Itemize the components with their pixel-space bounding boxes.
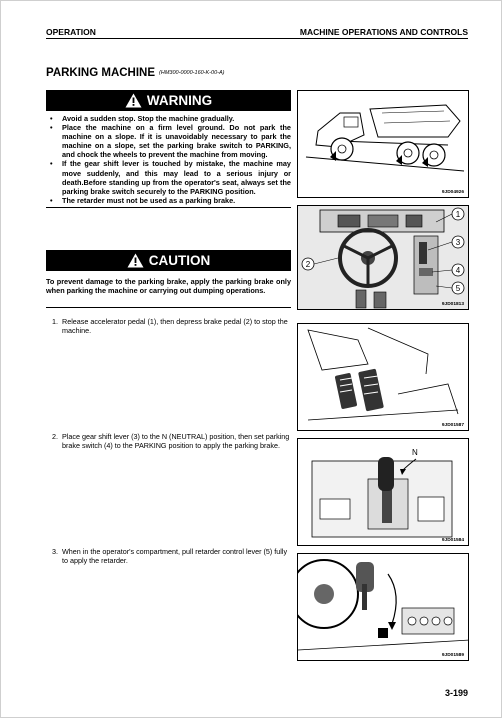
step-1 — [52, 317, 292, 336]
caution-banner — [46, 250, 291, 271]
pedals-illustration — [298, 324, 469, 431]
warning-item: • Place the machine on a firm level ground. Do not park the machine on a slope. If it is unavoidably necessary to park the machine on a slope, set the parking brake switch to PARKING, and chock the wheels to prevent the machine from moving. — [46, 123, 291, 159]
step-number: 1. — [52, 317, 58, 326]
callout-label: 5 — [455, 284, 461, 293]
warning-item: • Avoid a sudden stop. Stop the machine gradually. — [46, 114, 291, 123]
figure-id: 9JD01589 — [441, 653, 464, 658]
page-number: 3-199 — [444, 688, 468, 698]
callout-3 — [452, 236, 464, 248]
callout-label: 3 — [455, 238, 461, 247]
neutral-label: N — [412, 448, 418, 457]
step-text: Release accelerator pedal (1), then depress brake pedal (2) to stop the machine. — [62, 317, 288, 336]
step-text: When in the operator's compartment, pull retarder control lever (5) fully to apply the retarder. — [62, 547, 288, 566]
callout-label: 2 — [305, 260, 311, 269]
step-number: 2. — [52, 432, 58, 441]
figure-id: 9JD01584 — [441, 538, 464, 543]
cab-illustration — [298, 206, 469, 310]
warning-label: WARNING — [146, 93, 213, 108]
figure-pedals — [297, 323, 469, 431]
truck-illustration — [298, 91, 469, 198]
callout-2 — [302, 258, 314, 270]
figure-retarder-lever — [297, 553, 469, 661]
callout-4 — [452, 264, 464, 276]
figure-id: 9JD01587 — [441, 423, 464, 428]
warning-item: • If the gear shift lever is touched by mistake, the machine may move suddenly, and this may lead to a serious injury or death.Before standing up from the operator's seat, always set the parking brake switch securely to the PARKING position. — [46, 159, 291, 195]
figure-truck-on-slope — [297, 90, 469, 198]
header-chapter: MACHINE OPERATIONS AND CONTROLS — [299, 27, 468, 37]
step-3 — [52, 547, 292, 566]
caution-text: To prevent damage to the parking brake, apply the parking brake only when parking the machine or carrying out dumping operations. — [46, 277, 291, 296]
step-2 — [52, 432, 292, 451]
section-code: (HM300-0000-160-K-00-A) — [159, 69, 225, 76]
warning-item: • The retarder must not be used as a parking brake. — [46, 196, 291, 205]
header-section: OPERATION — [46, 27, 96, 37]
step-text: Place gear shift lever (3) to the N (NEUTRAL) position, then set parking brake switch (4) to the PARKING position to apply the parking brake. — [62, 432, 290, 451]
caution-divider — [46, 307, 291, 308]
figure-id: 9JD01813 — [441, 302, 464, 307]
warning-banner — [46, 90, 291, 111]
gear-shift-illustration — [298, 439, 469, 546]
warning-list — [46, 114, 291, 208]
page-header — [46, 27, 468, 39]
figure-operator-cab — [297, 205, 469, 310]
retarder-illustration — [298, 554, 469, 661]
section-title — [46, 67, 224, 79]
figure-id: 9JD04926 — [441, 190, 464, 195]
callout-1 — [452, 208, 464, 220]
figure-gear-shift — [297, 438, 469, 546]
callout-label: 4 — [455, 266, 461, 275]
section-title-text: PARKING MACHINE — [46, 67, 156, 79]
step-number: 3. — [52, 547, 58, 556]
caution-triangle-icon — [127, 253, 144, 268]
caution-label: CAUTION — [148, 253, 211, 268]
warning-divider — [46, 207, 291, 208]
warning-triangle-icon — [125, 93, 142, 108]
callout-label: 1 — [455, 210, 461, 219]
callout-5 — [452, 282, 464, 294]
